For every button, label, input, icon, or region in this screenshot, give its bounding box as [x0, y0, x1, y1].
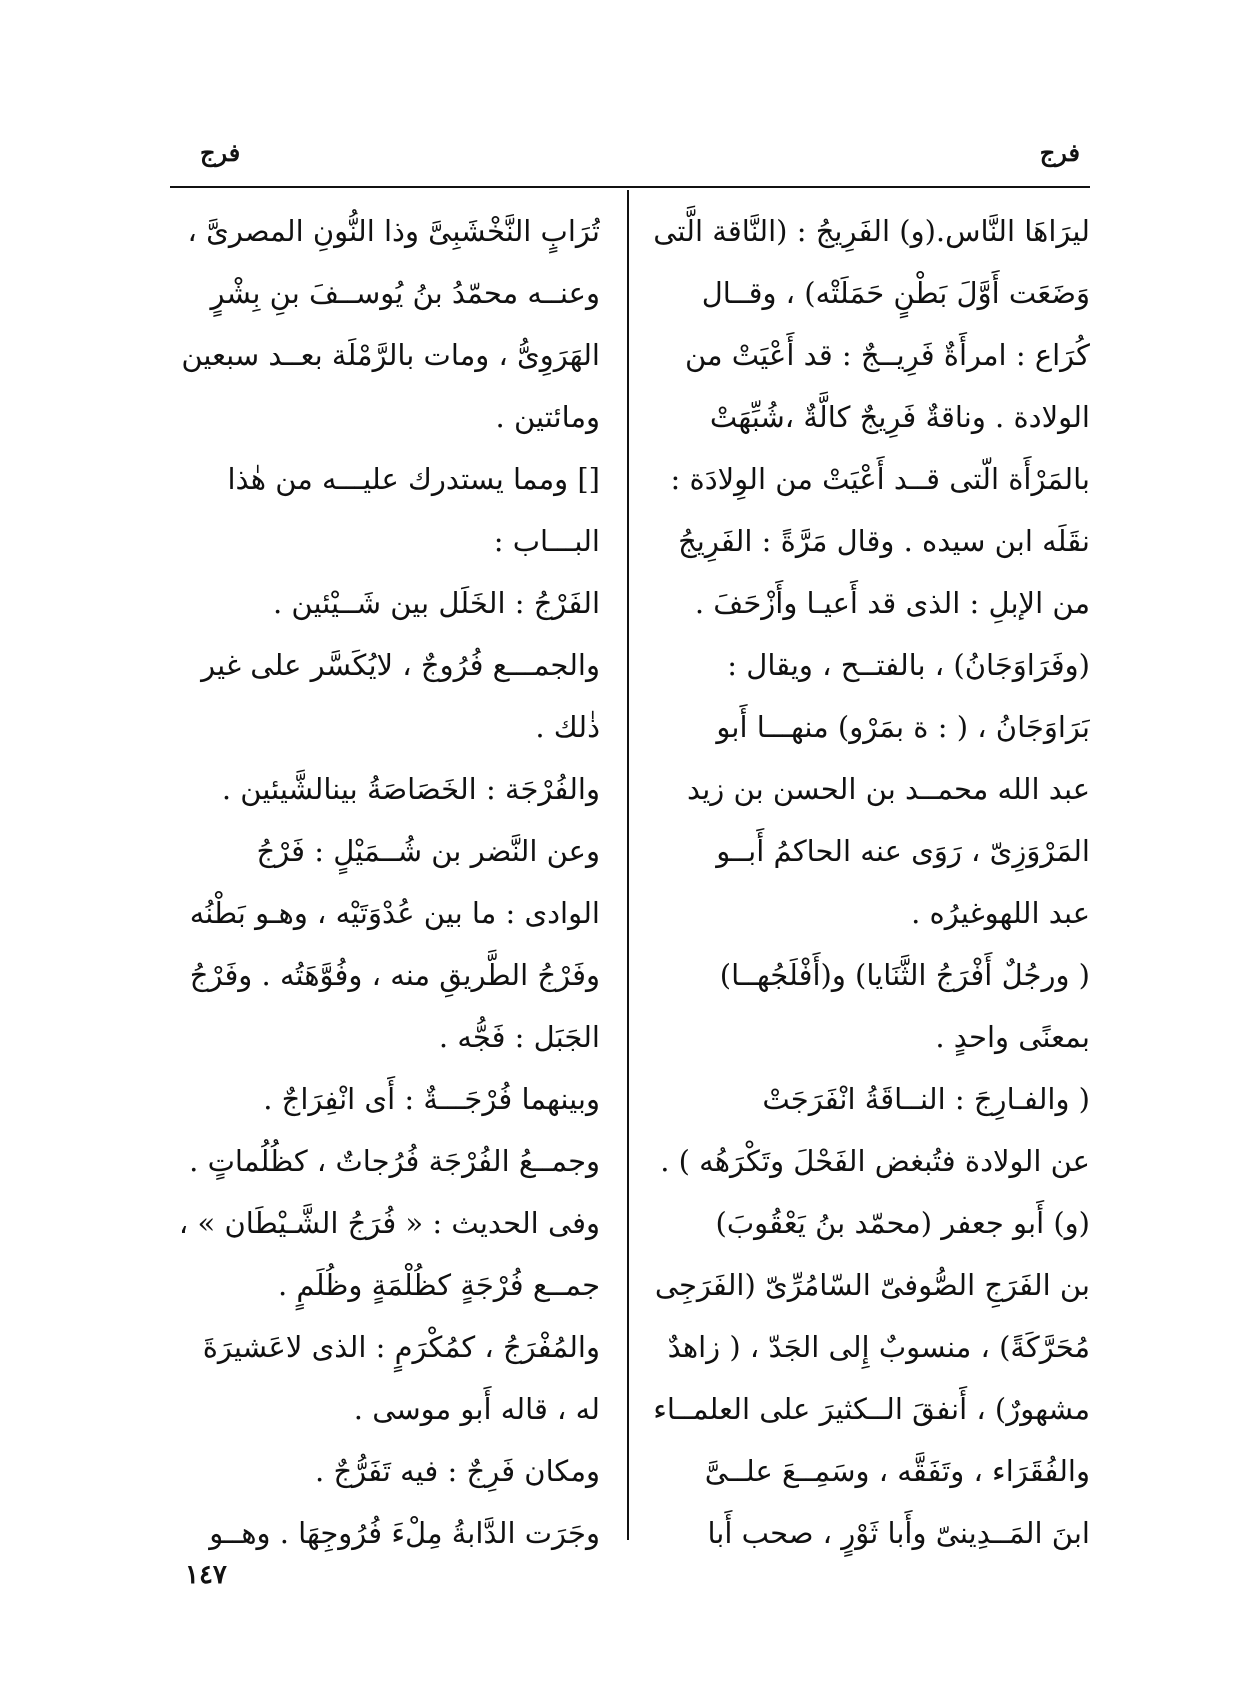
- text-line: والفُرْجَة : الخَصَاصَةُ بينالشَّيئين .: [221, 772, 600, 806]
- text-line: والجمـــع فُرُوجٌ ، لايُكَسَّر على غير: [201, 648, 600, 682]
- text-line: نقَلَه ابن سيده . وقال مَرَّةً : الفَرِيجُ: [678, 524, 1090, 558]
- text-line: عبد الله محمــد بن الحسن بن زيد: [686, 772, 1090, 806]
- page-number: ١٤٧: [185, 1560, 227, 1590]
- running-header-left: فرج: [200, 138, 241, 167]
- running-header-right: فرج: [1039, 138, 1080, 167]
- text-line: ابنَ المَــدِينىّ وأَبا ثَوْرٍ ، صحب أَبا: [707, 1516, 1090, 1550]
- text-line: [] ومما يستدرك عليـــه من هٰذا: [227, 462, 600, 496]
- text-line: وجمــعُ الفُرْجَة فُرُجاتٌ ، كظُلُماتٍ .: [189, 1144, 600, 1178]
- header-rule: [170, 186, 1090, 188]
- text-line: عبد اللهوغيرُه .: [911, 896, 1090, 930]
- text-line: الهَرَوِىُّ ، ومات بالرَّمْلَة بعــد سبعين: [181, 338, 600, 372]
- text-line: بالمَرْأَة الّتى قــد أَعْيَتْ من الوِلادَة :: [670, 462, 1090, 496]
- text-line: له ، قاله أَبو موسى .: [353, 1392, 600, 1426]
- text-line: (وفَرَاوَجَانُ) ، بالفتــح ، ويقال :: [727, 648, 1090, 682]
- text-line: مشهورٌ) ، أَنفقَ الــكثيرَ على العلمــاء: [653, 1392, 1090, 1426]
- text-line: البـــاب :: [493, 524, 600, 558]
- text-line: وعنــه محمّدُ بنُ يُوســفَ بنِ بِشْرٍ: [210, 276, 600, 310]
- text-line: الولادة . وناقةٌ فَرِيجٌ كالَّةٌ ،شُبِّهَتْ: [709, 400, 1090, 434]
- text-line: والفُقَرَاء ، وتَفَقَّه ، وسَمِــعَ علــىَّ: [704, 1454, 1090, 1488]
- text-line: وبينهما فُرْجَـــةٌ : أَى انْفِرَاجٌ .: [263, 1082, 600, 1116]
- text-line: ومائتين .: [495, 400, 600, 434]
- right-column: [650, 200, 1090, 1564]
- text-line: ( والفـارِجَ : النــاقَةُ انْفَرَجَتْ: [762, 1082, 1090, 1116]
- text-line: تُرَابٍ النَّخْشَبِىَّ وذا النُّونِ المصرىَّ ،: [187, 214, 600, 248]
- text-line: ( ورجُلٌ أَفْرَجُ الثَّنَايا) و(أَفْلَجُهــا): [719, 958, 1090, 992]
- left-column: [160, 200, 600, 1564]
- text-line: وفى الحديث : « فُرَجُ الشَّـيْطَان » ،: [178, 1206, 600, 1240]
- column-divider: [627, 190, 629, 1540]
- text-line: (و) أَبو جعفر (محمّد بنُ يَعْقُوبَ): [715, 1206, 1090, 1240]
- text-line: وعن النَّضر بن شُــمَيْلٍ : فَرْجُ: [256, 834, 600, 868]
- text-line: جمــع فُرْجَةٍ كظُلْمَةٍ وظُلَمٍ .: [277, 1268, 600, 1302]
- text-line: ومكان فَرِجٌ : فيه تَفَرُّجٌ .: [315, 1454, 600, 1488]
- text-line: عن الولادة فتُبغض الفَحْلَ وتَكْرَهُه ) .: [660, 1144, 1090, 1178]
- text-line: والمُفْرَجُ ، كمُكْرَمٍ : الذى لاعَشيرَةَ: [202, 1330, 600, 1364]
- text-line: مُحَرَّكَةً) ، منسوبٌ إِلى الجَدّ ، ( زاهدٌ: [667, 1330, 1090, 1364]
- text-line: ليرَاهَا النَّاس.(و) الفَرِيجُ : (النَّاقة الَّتى: [653, 214, 1090, 248]
- text-line: بَرَاوَجَانُ ، ( : ة بمَرْو) منهـــا أَبو: [716, 710, 1090, 744]
- text-line: وفَرْجُ الطَّريقِ منه ، وفُوَّهَتُه . وفَرْجُ: [189, 958, 600, 992]
- text-line: بن الفَرَجِ الصُّوفىّ السّامُرِّىّ (الفَرَجِى: [654, 1268, 1090, 1302]
- text-line: الفَرْجُ : الخَلَل بين شَــيْئين .: [272, 586, 600, 620]
- text-line: الجَبَل : فَجُّه .: [438, 1020, 600, 1054]
- text-line: وجَرَت الدَّابةُ مِلْءَ فُرُوجِهَا . وهــو: [209, 1516, 600, 1550]
- text-line: الوادى : ما بين عُدْوَتَيْه ، وهـو بَطْنُه: [189, 896, 600, 930]
- text-line: كُرَاع : امرأَةٌ فَرِيــجٌ : قد أَعْيَتْ من: [684, 338, 1090, 372]
- text-line: المَرْوَزِىّ ، رَوَى عنه الحاكمُ أَبــو: [716, 834, 1090, 868]
- text-line: بمعنًى واحدٍ .: [935, 1020, 1090, 1054]
- text-line: من الإبلِ : الذى قد أَعيـا وأَزْحَفَ .: [694, 586, 1090, 620]
- text-line: وَضَعَت أَوَّلَ بَطْنٍ حَمَلَتْه) ، وقــال: [701, 276, 1090, 310]
- text-line: ذٰلك .: [535, 710, 600, 744]
